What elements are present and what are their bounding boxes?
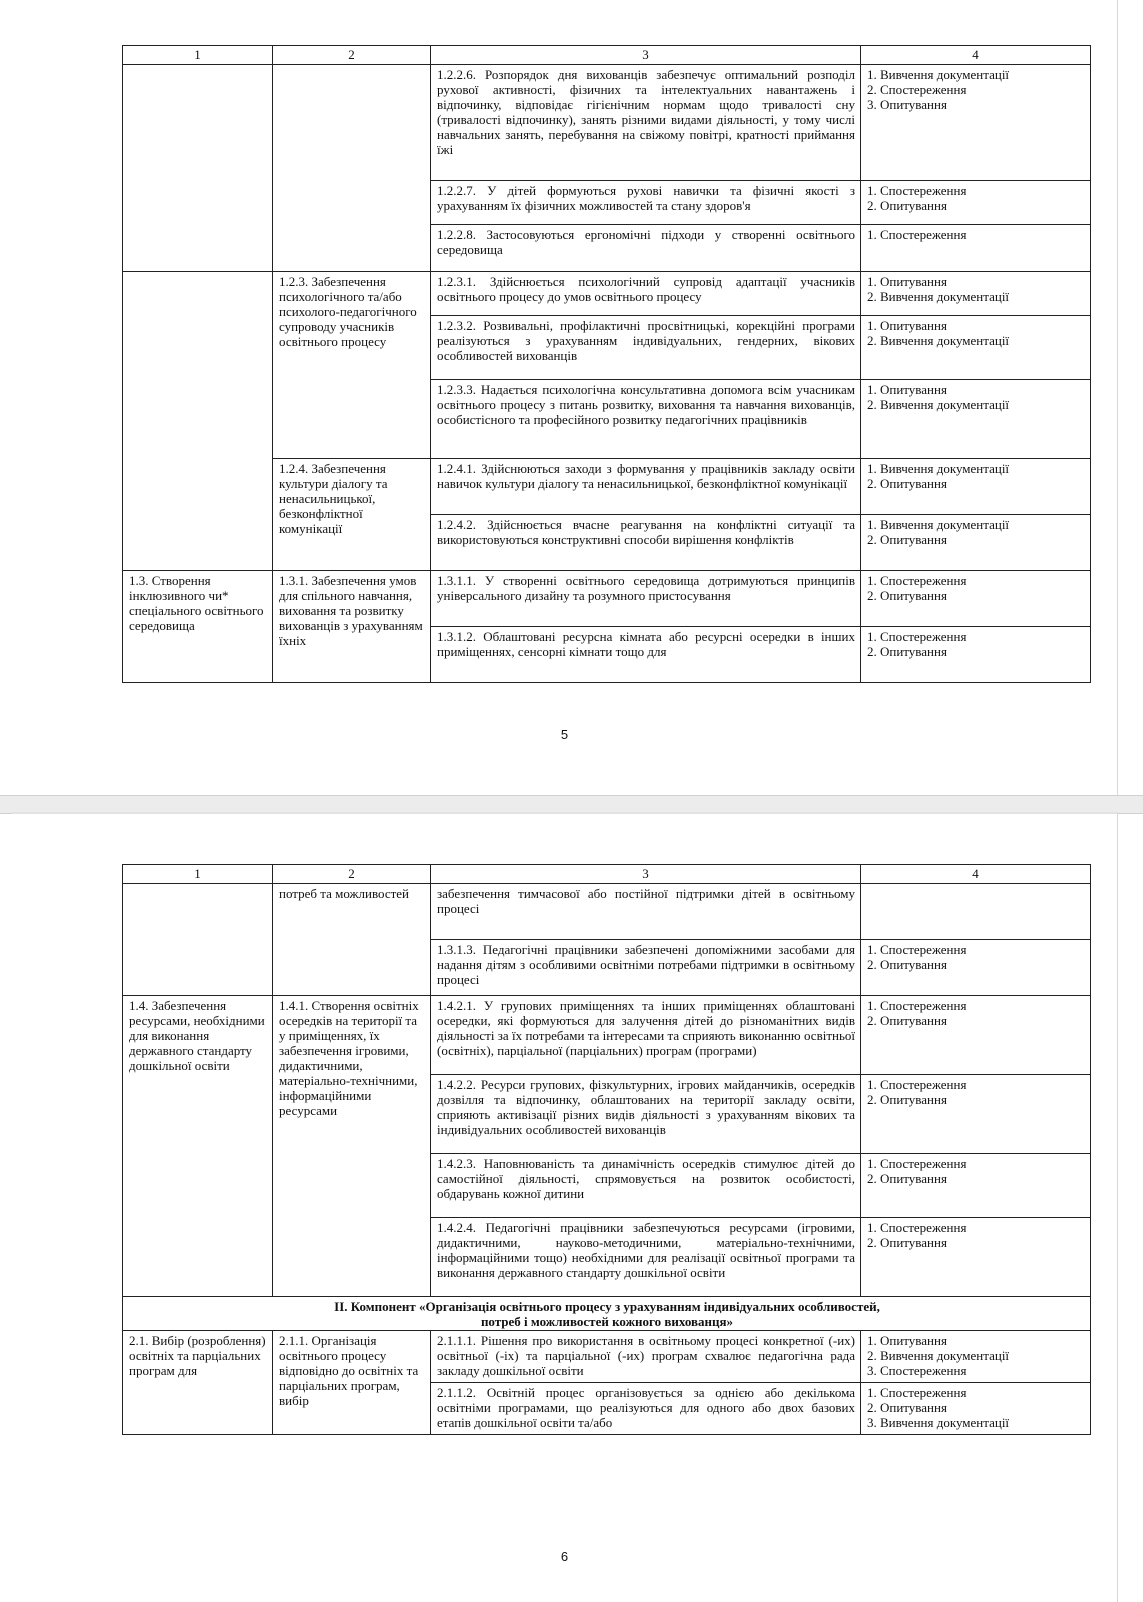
method-item: 3. Спостереження — [867, 1363, 967, 1378]
indicator-text: 1.4.2.1. У групових приміщеннях та інших приміщеннях облаштовані осередки, які формуються для залучення дітей до різноманітних видів діяльності за їх потребами та інтересами та сприяють виконанню освітньої (освітніх), парціальної (парціальних) програм (програми) — [431, 996, 861, 1075]
section-heading — [123, 1297, 1091, 1331]
table-row — [123, 65, 1091, 181]
method-item: 2. Опитування — [867, 957, 947, 972]
column-header-2: 2 — [273, 865, 431, 884]
method-item: 1. Спостереження — [867, 1220, 967, 1235]
method-item: 2. Вивчення документації — [867, 397, 1010, 412]
method-item: 2. Опитування — [867, 198, 947, 213]
indicator-text: 2.1.1.1. Рішення про використання в освітньому процесі конкретної (-их) освітньої (-іх) та парціальної (-их) програм схвалює педагогічна рада закладу дошкільної освіти — [431, 1331, 861, 1383]
indicator-text: 1.2.4.2. Здійснюється вчасне реагування на конфліктні ситуації та використовуються конструктивні способи вирішення конфліктів — [431, 515, 861, 571]
indicator-text: 1.3.1.1. У створенні освітнього середовища дотримуються принципів універсального дизайну та розумного пристосування — [431, 571, 861, 627]
method-item: 1. Спостереження — [867, 1385, 967, 1400]
criteria-table — [122, 45, 1091, 683]
method-item: 2. Опитування — [867, 1400, 947, 1415]
methods-cell — [861, 272, 1091, 316]
indicator-text: 1.3.1.3. Педагогічні працівники забезпечені допоміжними засобами для надання дітям з особливими освітніми потребами підтримки в освітньому процесі — [431, 940, 861, 996]
column-header-3: 3 — [431, 46, 861, 65]
methods-cell — [861, 380, 1091, 459]
table-row — [123, 1331, 1091, 1383]
methods-cell — [861, 225, 1091, 272]
method-item: 1. Спостереження — [867, 998, 967, 1013]
methods-cell — [861, 459, 1091, 515]
methods-cell — [861, 571, 1091, 627]
indicator-text: 1.2.2.7. У дітей формуються рухові навички та фізичні якості з урахуванням їх фізичних можливостей та стану здоров'я — [431, 181, 861, 225]
criterion-cell-empty — [123, 884, 273, 996]
methods-cell — [861, 627, 1091, 683]
method-item: 2. Опитування — [867, 476, 947, 491]
methods-cell — [861, 1331, 1091, 1383]
section-heading-line: потреб і можливостей кожного вихованця» — [480, 1314, 734, 1329]
indicator-text: забезпечення тимчасової або постійної підтримки дітей в освітньому процесі — [431, 884, 861, 940]
page-number: 6 — [560, 1549, 569, 1564]
criterion-cell: 2.1. Вибір (розроблення) освітніх та парціальних програм для — [123, 1331, 273, 1435]
column-header-4: 4 — [861, 865, 1091, 884]
method-item: 2. Опитування — [867, 1092, 947, 1107]
method-item: 2. Опитування — [867, 1013, 947, 1028]
methods-cell — [861, 996, 1091, 1075]
requirement-cell: 1.2.3. Забезпечення психологічного та/або психолого-педагогічного супроводу учасників освітнього процесу — [273, 272, 431, 459]
methods-cell-empty — [861, 884, 1091, 940]
column-header-2: 2 — [273, 46, 431, 65]
criteria-table — [122, 864, 1091, 1435]
table-row — [123, 272, 1091, 316]
methods-cell — [861, 1154, 1091, 1218]
method-item: 2. Опитування — [867, 1171, 947, 1186]
indicator-text: 2.1.1.2. Освітній процес організовується за однією або декількома освітніми програмами, що реалізуються для одного або двох базових етапів дошкільної освіти та/або — [431, 1383, 861, 1435]
table-row — [123, 571, 1091, 627]
method-item: 1. Спостереження — [867, 183, 967, 198]
requirement-cell: 2.1.1. Організація освітнього процесу відповідно до освітніх та парціальних програм, вибір — [273, 1331, 431, 1435]
methods-cell — [861, 1218, 1091, 1297]
methods-cell — [861, 1383, 1091, 1435]
indicator-text: 1.2.3.1. Здійснюється психологічний супровід адаптації учасників освітнього процесу до умов освітнього процесу — [431, 272, 861, 316]
method-item: 1. Опитування — [867, 382, 947, 397]
section-heading-line: ІІ. Компонент «Організація освітнього процесу з урахуванням індивідуальних особливостей, — [334, 1299, 880, 1314]
method-item: 1. Опитування — [867, 318, 947, 333]
method-item: 1. Вивчення документації — [867, 67, 1010, 82]
column-header-1: 1 — [123, 46, 273, 65]
methods-cell — [861, 316, 1091, 380]
method-item: 1. Вивчення документації — [867, 517, 1010, 532]
indicator-text: 1.4.2.4. Педагогічні працівники забезпечуються ресурсами (ігровими, дидактичними, науково-методичними, матеріально-технічними, інформаційними тощо) необхідними для реалізації освітньої програми та виконання державного стандарту дошкільної освіти — [431, 1218, 861, 1297]
method-item: 3. Опитування — [867, 97, 947, 112]
column-header-4: 4 — [861, 46, 1091, 65]
method-item: 2. Опитування — [867, 1235, 947, 1250]
methods-cell — [861, 940, 1091, 996]
requirement-cell: 1.2.4. Забезпечення культури діалогу та ненасильницької, безконфліктної комунікації — [273, 459, 431, 571]
method-item: 2. Вивчення документації — [867, 1348, 1010, 1363]
methods-cell — [861, 181, 1091, 225]
requirement-cell: 1.3.1. Забезпечення умов для спільного навчання, виховання та розвитку вихованців з урахуванням їхніх — [273, 571, 431, 683]
indicator-text: 1.2.3.3. Надається психологічна консультативна допомога всім учасникам освітнього процесу з питань розвитку, виховання та навчання вихованців, особистісного та професійного розвитку педагогічних працівників — [431, 380, 861, 459]
method-item: 3. Вивчення документації — [867, 1415, 1010, 1430]
method-item: 1. Спостереження — [867, 629, 967, 644]
table-header-row — [123, 46, 1091, 65]
indicator-text: 1.2.3.2. Розвивальні, профілактичні просвітницькі, корекційні програми реалізуються з урахуванням індивідуальних, гендерних, вікових особливостей вихованців — [431, 316, 861, 380]
requirement-cell: 1.4.1. Створення освітніх осередків на території та у приміщеннях, їх забезпечення ігровими, дидактичними, матеріально-технічними, інформаційними ресурсами — [273, 996, 431, 1297]
indicator-text: 1.2.2.6. Розпорядок дня вихованців забезпечує оптимальний розподіл рухової активності, фізичних та інтелектуальних навантажень і відпочинку, відповідає гігієнічним нормам щодо тривалості сну (тривалості відпочинку), занять різними видами діяльності, у тому числі навчальних занять, перебування на свіжому повітрі, кратності приймання їжі — [431, 65, 861, 181]
column-header-1: 1 — [123, 865, 273, 884]
document-page-5 — [12, 0, 1118, 795]
methods-cell — [861, 1075, 1091, 1154]
method-item: 1. Опитування — [867, 274, 947, 289]
criterion-cell-empty — [123, 65, 273, 272]
indicator-text: 1.3.1.2. Облаштовані ресурсна кімната або ресурсні осередки в інших приміщеннях, сенсорні кімнати тощо для — [431, 627, 861, 683]
method-item: 2. Спостереження — [867, 82, 967, 97]
criterion-cell: 1.4. Забезпечення ресурсами, необхідними для виконання державного стандарту дошкільної освіти — [123, 996, 273, 1297]
method-item: 1. Спостереження — [867, 227, 967, 242]
table-row — [123, 884, 1091, 940]
indicator-text: 1.2.4.1. Здійснюються заходи з формування у працівників закладу освіти навичок культури діалогу та ненасильницької, безконфліктної комунікації — [431, 459, 861, 515]
method-item: 2. Опитування — [867, 588, 947, 603]
method-item: 2. Вивчення документації — [867, 289, 1010, 304]
method-item: 1. Спостереження — [867, 1156, 967, 1171]
indicator-text: 1.2.2.8. Застосовуються ергономічні підходи у створенні освітнього середовища — [431, 225, 861, 272]
method-item: 1. Спостереження — [867, 1077, 967, 1092]
criterion-cell-empty — [123, 272, 273, 571]
table-row — [123, 996, 1091, 1075]
methods-cell — [861, 515, 1091, 571]
table-header-row — [123, 865, 1091, 884]
method-item: 1. Спостереження — [867, 573, 967, 588]
indicator-text: 1.4.2.3. Наповнюваність та динамічність осередків стимулює дітей до самостійної діяльності, спрямовується на розвиток особистості, обдарувань кожної дитини — [431, 1154, 861, 1218]
methods-cell — [861, 65, 1091, 181]
criterion-cell: 1.3. Створення інклюзивного чи* спеціального освітнього середовища — [123, 571, 273, 683]
method-item: 1. Спостереження — [867, 942, 967, 957]
method-item: 1. Вивчення документації — [867, 461, 1010, 476]
requirement-cell: потреб та можливостей — [273, 884, 431, 996]
column-header-3: 3 — [431, 865, 861, 884]
document-page-6 — [12, 812, 1118, 1602]
indicator-text: 1.4.2.2. Ресурси групових, фізкультурних, ігрових майданчиків, осередків дозвілля та відпочинку, облаштованих на території закладу освіти, сприяють активізації різних видів діяльності з урахуванням вікових та індивідуальних особливостей вихованців — [431, 1075, 861, 1154]
method-item: 2. Опитування — [867, 532, 947, 547]
section-header-row — [123, 1297, 1091, 1331]
method-item: 2. Вивчення документації — [867, 333, 1010, 348]
page-number: 5 — [560, 727, 569, 742]
requirement-cell-empty — [273, 65, 431, 272]
method-item: 1. Опитування — [867, 1333, 947, 1348]
method-item: 2. Опитування — [867, 644, 947, 659]
